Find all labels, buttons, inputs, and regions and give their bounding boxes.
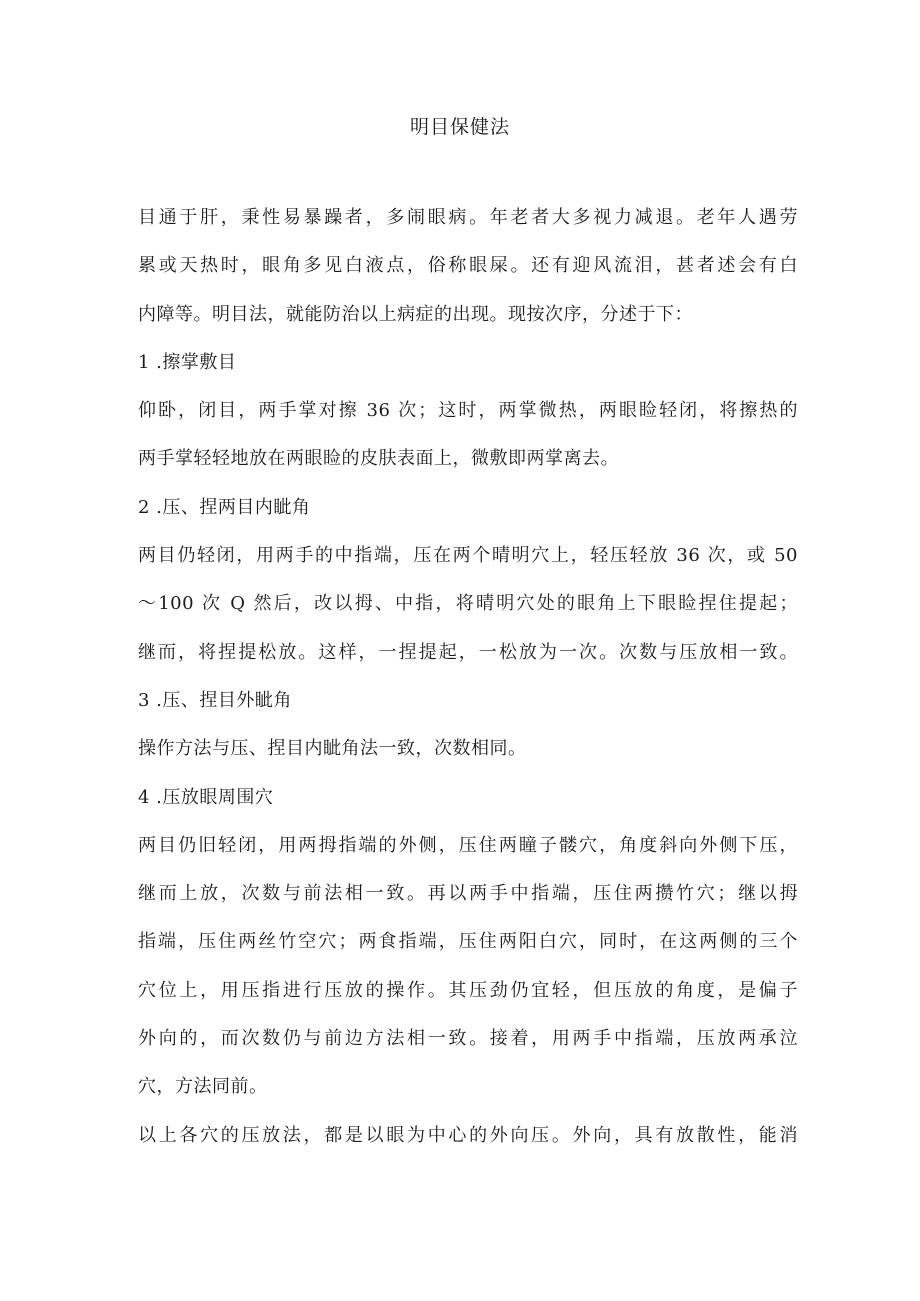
paragraph-line: 累或天热时，眼角多见白液点，俗称眼屎。还有迎风流泪，甚者述会有白	[138, 255, 798, 277]
paragraph-line: 两目仍轻闭，用两手的中指端，压在两个晴明穴上，轻压轻放 36 次，或 50	[138, 545, 798, 567]
paragraph-line: 目通于肝，秉性易暴躁者，多闹眼病。年老者大多视力减退。老年人遇劳	[138, 207, 798, 228]
section-heading: 3 .压、捏目外眦角	[138, 689, 292, 711]
paragraph-line: 继而上放，次数与前法相一致。再以两手中指端，压住两攒竹穴；继以拇	[138, 883, 798, 905]
paragraph-line: 两手掌轻轻地放在两眼睑的皮肤表面上，微敷即两掌离去。	[138, 448, 619, 470]
section-heading: 4 .压放眼周围穴	[138, 786, 274, 808]
document-body	[138, 200, 798, 1166]
paragraph-line: 继而，将捏提松放。这样，一捏提起，一松放为一次。次数与压放相一致。	[138, 641, 798, 663]
paragraph-line: 穴位上，用压指进行压放的操作。其压劲仍宜轻，但压放的角度，是偏子	[138, 979, 798, 1001]
paragraph-line: 外向的，而次数仍与前边方法相一致。接着，用两手中指端，压放两承泣	[138, 1028, 798, 1050]
paragraph-line: 操作方法与压、捏目内眦角法一致，次数相同。	[138, 738, 527, 760]
paragraph-line: 以上各穴的压放法，都是以眼为中心的外向压。外向，具有放散性，能消	[138, 1124, 798, 1146]
section-heading: 2 .压、捏两目内眦角	[138, 496, 311, 518]
paragraph-line: 指端，压住两丝竹空穴；两食指端，压住两阳白穴，同时，在这两侧的三个	[138, 931, 798, 953]
page-title: 明目保健法	[409, 116, 510, 138]
section-heading: 1 .擦掌敷目	[138, 351, 237, 373]
paragraph-line: 两目仍旧轻闭，用两拇指端的外侧，压住两瞳子髅穴，角度斜向外侧下压，	[138, 834, 798, 856]
paragraph-line: 仰卧，闭目，两手掌对擦 36 次；这时，两掌微热，两眼睑轻闭，将擦热的	[138, 400, 798, 422]
paragraph-line: ～100 次 Q 然后，改以拇、中指，将晴明穴处的眼角上下眼睑捏住提起；	[138, 593, 798, 615]
paragraph-line: 内障等。明目法，就能防治以上病症的出现。现按次序，分述于下：	[138, 303, 693, 325]
paragraph-line: 穴，方法同前。	[138, 1076, 268, 1098]
